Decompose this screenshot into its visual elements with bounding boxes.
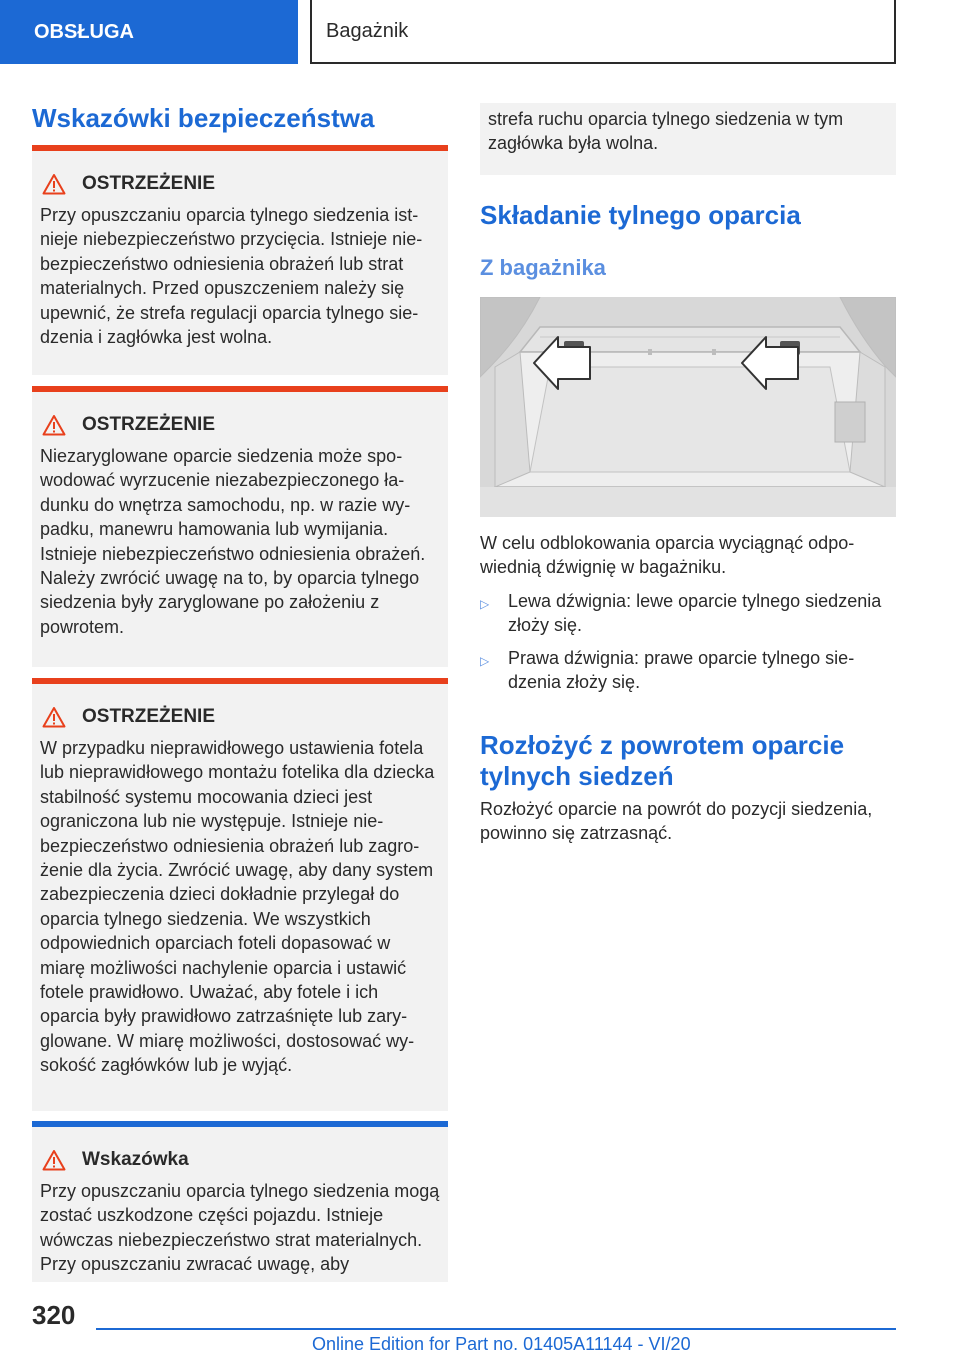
warning-title: OSTRZEŻENIE [82,706,216,727]
warning-box-1 [32,145,448,375]
list-item-text: Lewa dźwignia: lewe oparcie tylnego siedzenia złoży się. [508,591,882,636]
warning-triangle-icon [42,414,66,436]
warning-text: W przypadku nieprawidłowego ustawienia fotela lub nieprawidłowego montażu fotelika dla dziecka stabilność systemu mocowania dzieci jest ograniczona lub nie występuje. Istnieje niebezpieczeństwo odniesienia obrażeń lub zagrożenie dla życia. Zwrócić uwagę, aby dany system zabezpieczenia dzieci dokładnie przylegał do oparcia tylnego siedzenia. We wszystkich odpowiednich oparciach foteli dopasować w miarę możliwości nachylenie oparcia i ustawić fotele prawidłowo. Uważać, aby fotele i ich oparcia były prawidłowo zatrzaśnięte lub zaryglowane. W miarę możliwości, dostosować wysokość zagłówków lub je wyjąć. [40,738,435,1076]
note-continuation-text: strefa ruchu oparcia tylnego siedzenia w tym zagłówka była wolna. [488,109,844,154]
list-item [480,646,896,695]
unlock-instructions: W celu odblokowania oparcia wyciągnąć odpowiednią dźwignię w bagażniku. [480,533,855,578]
note-box [32,1121,448,1282]
warning-text: Niezaryglowane oparcie siedzenia może spowodować wyrzucenie niezabezpieczonego ładunku do wnętrza samochodu, np. w razie wypadku, manewru hamowania lub wymijania. Istnieje niebezpieczeństwo odniesienia obrażeń. Należy zwrócić uwagę na to, by oparcia tylnego siedzenia były zaryglowane po założeniu z powrotem. [40,446,426,637]
warning-title: OSTRZEŻENIE [82,414,216,435]
list-item [480,589,896,638]
warning-triangle-icon [42,1149,66,1171]
warning-header [40,414,440,436]
footer-divider [96,1328,896,1330]
unfold-heading: Rozłożyć z powrotem oparcie tylnych siedzeń [480,730,845,791]
warning-header [40,706,440,728]
triangle-bullet-icon: ▷ [480,654,490,668]
page-topic-header [310,0,896,64]
note-continuation-box [480,103,896,175]
warning-header [40,173,440,195]
topic-label: Bagażnik [326,19,409,42]
warning-box-3 [32,678,448,1111]
unfold-instructions: Rozłożyć oparcie na powrót do pozycji siedzenia, powinno się zatrzasnąć. [480,799,873,844]
warning-text: Przy opuszczaniu oparcia tylnego siedzenia istnieje niebezpieczeństwo przycięcia. Istnieje niebezpieczeństwo odniesienia obrażeń lub strat materialnych. Przed opuszczeniem należy się upewnić, że strefa regulacji oparcia tylnego siedzenia i zagłówka jest wolna. [40,205,423,348]
list-item-text: Prawa dźwignia: prawe oparcie tylnego siedzenia złoży się. [508,648,855,693]
warning-triangle-icon [42,173,66,195]
note-title: Wskazówka [82,1149,189,1170]
note-text: Przy opuszczaniu oparcia tylnego siedzenia mogą zostać uszkodzone części pojazdu. Istnieje wówczas niebezpieczeństwo strat materialnych. Przy opuszczaniu zwracać uwagę, aby [40,1181,440,1275]
edition-footer: Online Edition for Part no. 01405A11144 - VI/20 [312,1334,691,1354]
warning-box-2 [32,386,448,667]
triangle-bullet-icon: ▷ [480,597,490,611]
safety-heading: Wskazówki bezpieczeństwa [32,103,375,133]
section-tab: OBSŁUGA [0,0,298,64]
fold-heading: Składanie tylnego oparcia [480,200,801,230]
note-header [40,1149,440,1171]
warning-triangle-icon [42,706,66,728]
trunk-illustration [480,297,896,517]
page-number: 320 [32,1300,76,1330]
warning-title: OSTRZEŻENIE [82,173,216,194]
trunk-subheading: Z bagażnika [480,255,606,280]
